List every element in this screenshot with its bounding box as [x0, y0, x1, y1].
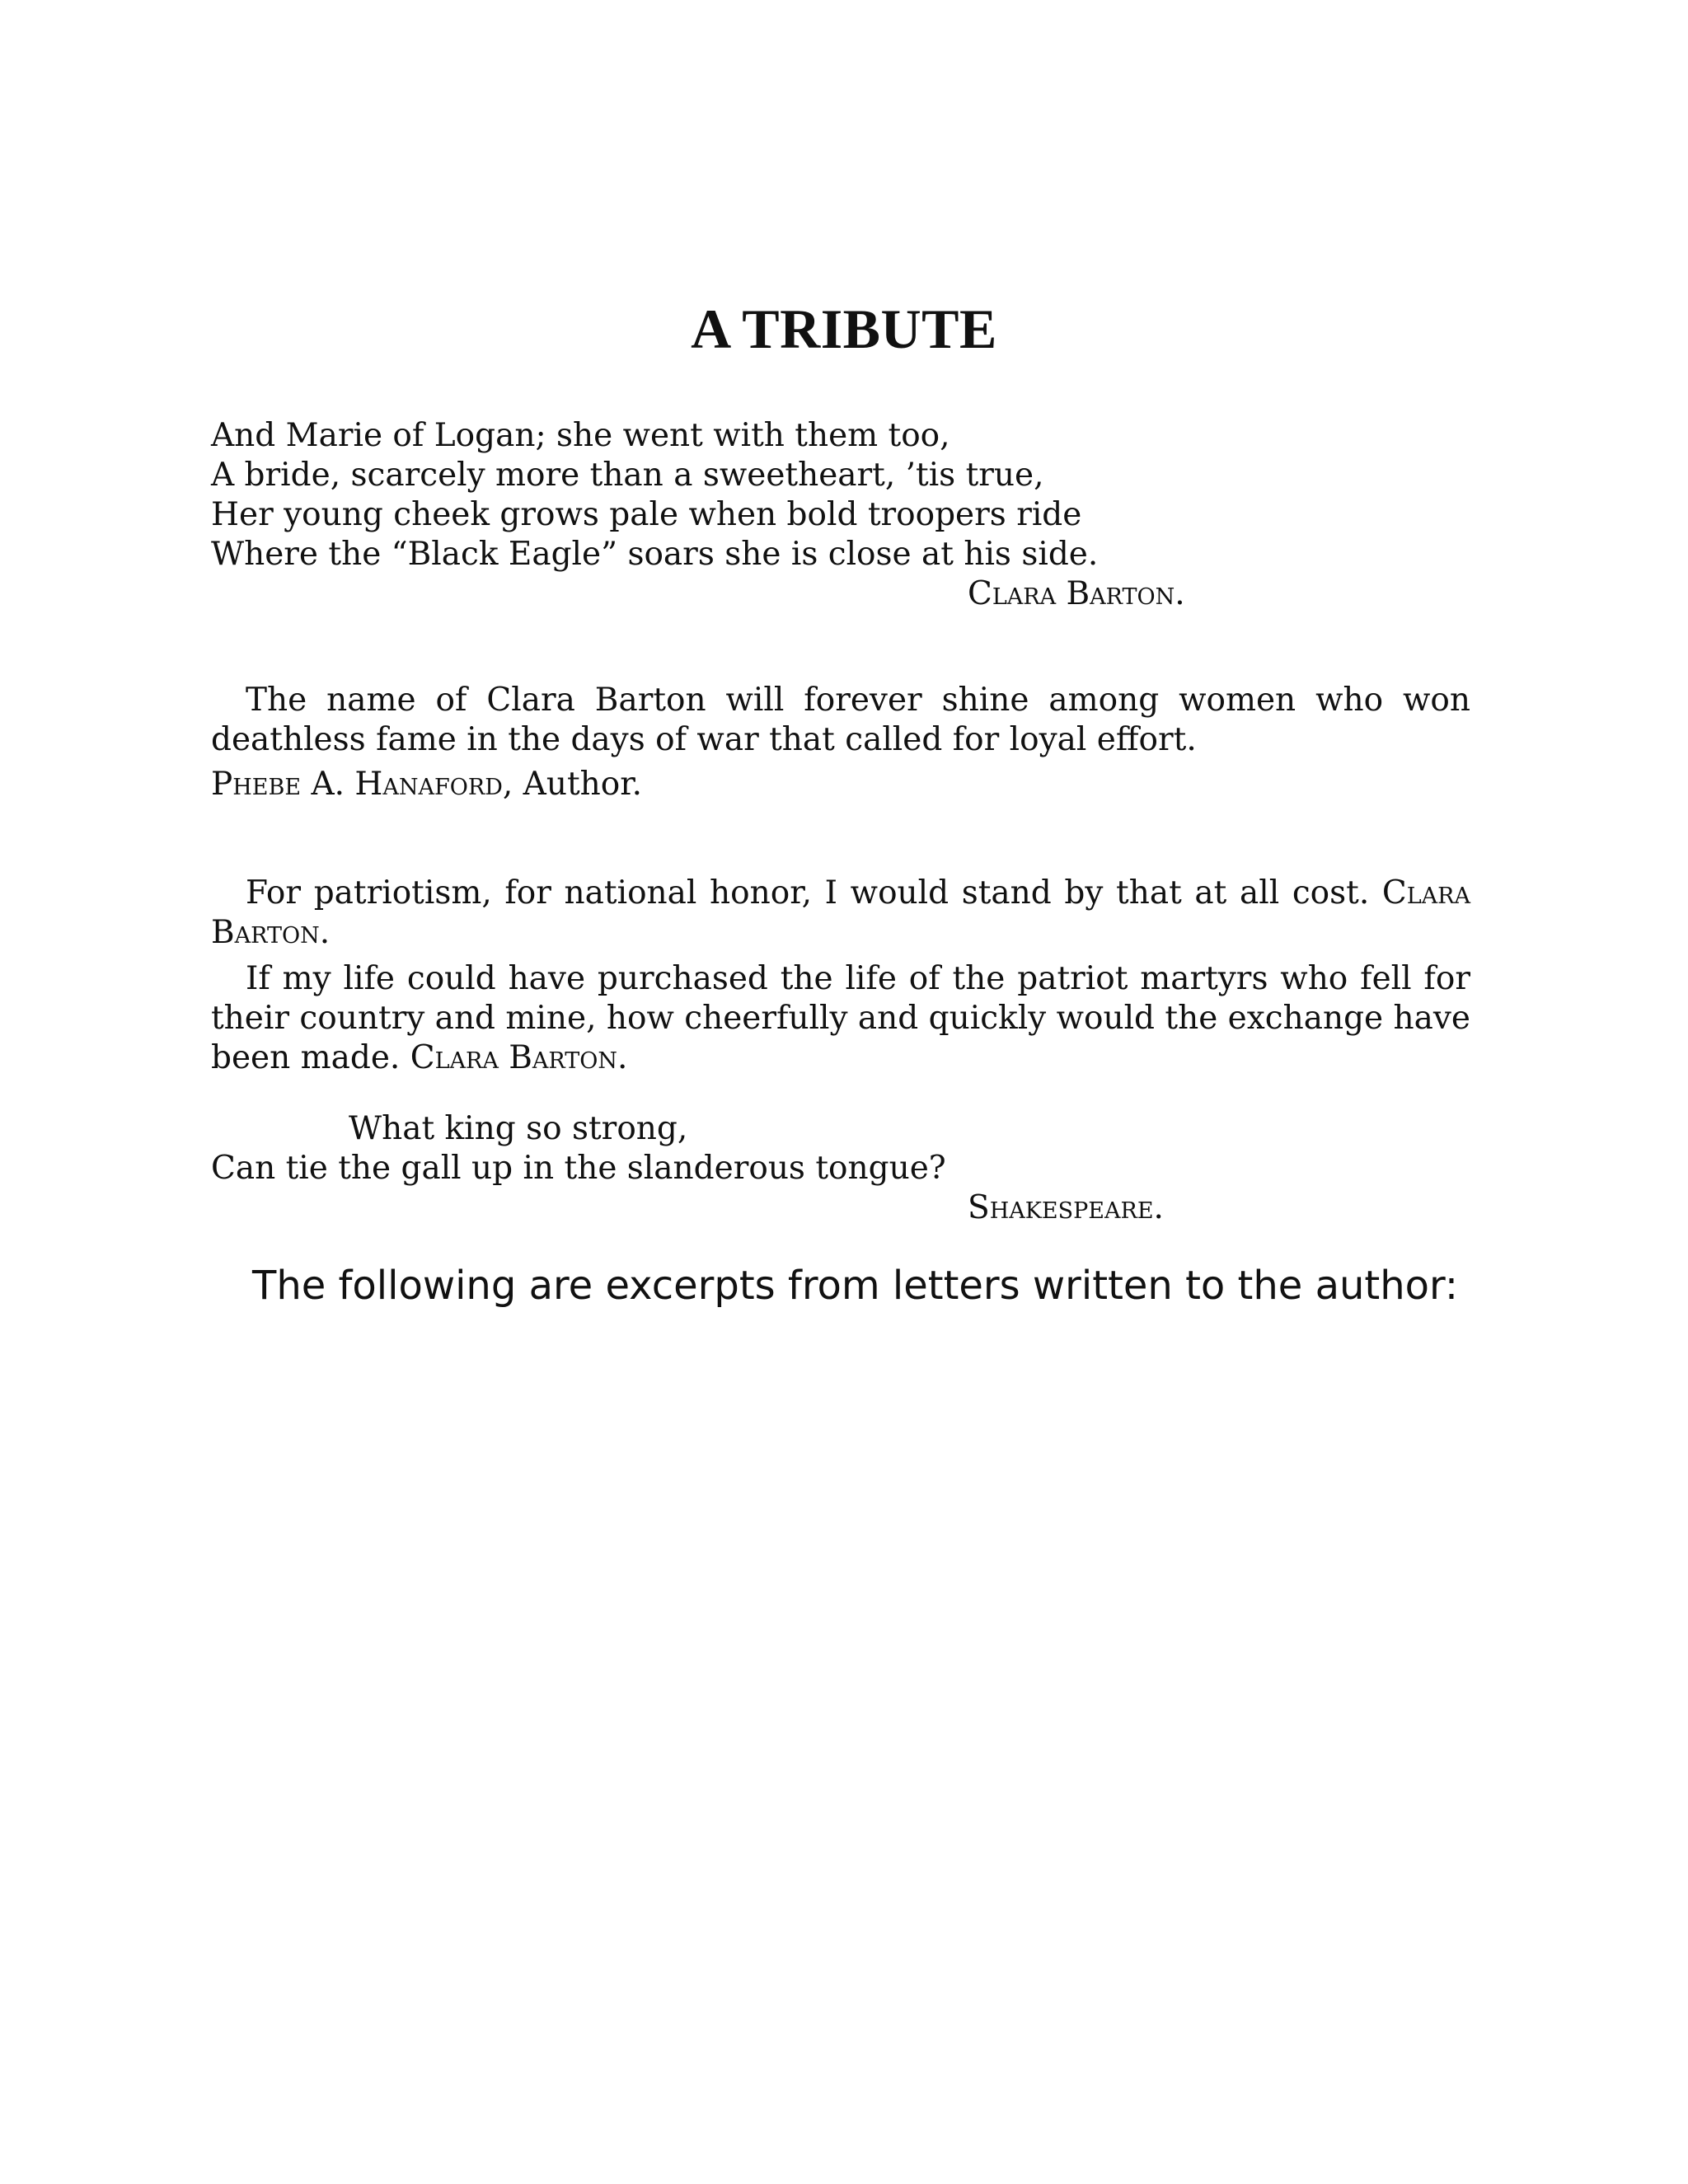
quote-text: The name of Clara Barton will forever shine among women who won deathless fame in the days of war that called for loyal effort.: [211, 682, 1470, 758]
poem-attribution: Clara Barton.: [968, 575, 1185, 612]
quote-patriotism: [211, 874, 1470, 953]
poem-shakespeare: [211, 1109, 1470, 1228]
closing-line: The following are excerpts from letters written to the author:: [252, 1263, 1459, 1309]
quote-hanaford: [211, 681, 1470, 804]
attribution-name: Phebe A. Hanaford: [211, 766, 503, 803]
poem-line: And Marie of Logan; she went with them too,: [211, 417, 950, 454]
page-title: A TRIBUTE: [691, 298, 997, 360]
poem-line: Can tie the gall up in the slanderous tongue?: [211, 1150, 946, 1187]
quote-attribution: Clara Barton.: [410, 1039, 628, 1076]
poem-clara-barton: [211, 416, 1470, 614]
quote-attribution: Clara Barton.: [211, 874, 1470, 951]
attribution-role: , Author.: [502, 766, 642, 803]
quote-body: If my life could have purchased the life of the patriot martyrs who fell for their country and mine, how cheerfully and quickly would the exchange have been made.: [211, 960, 1471, 1076]
poem-line: Her young cheek grows pale when bold troopers ride: [211, 496, 1082, 533]
quote-body: For patriotism, for national honor, I would stand by that at all cost.: [246, 874, 1370, 912]
quote-life: [211, 959, 1470, 1078]
poem-line: A bride, scarcely more than a sweetheart, ’tis true,: [211, 457, 1044, 494]
quote-attribution: [211, 765, 1470, 804]
poem-attribution: Shakespeare.: [968, 1189, 1164, 1226]
poem-line: What king so strong,: [349, 1110, 688, 1147]
poem-line: Where the “Black Eagle” soars she is close at his side.: [211, 536, 1099, 573]
quote-text: [211, 874, 1470, 953]
quote-text: [211, 959, 1470, 1078]
